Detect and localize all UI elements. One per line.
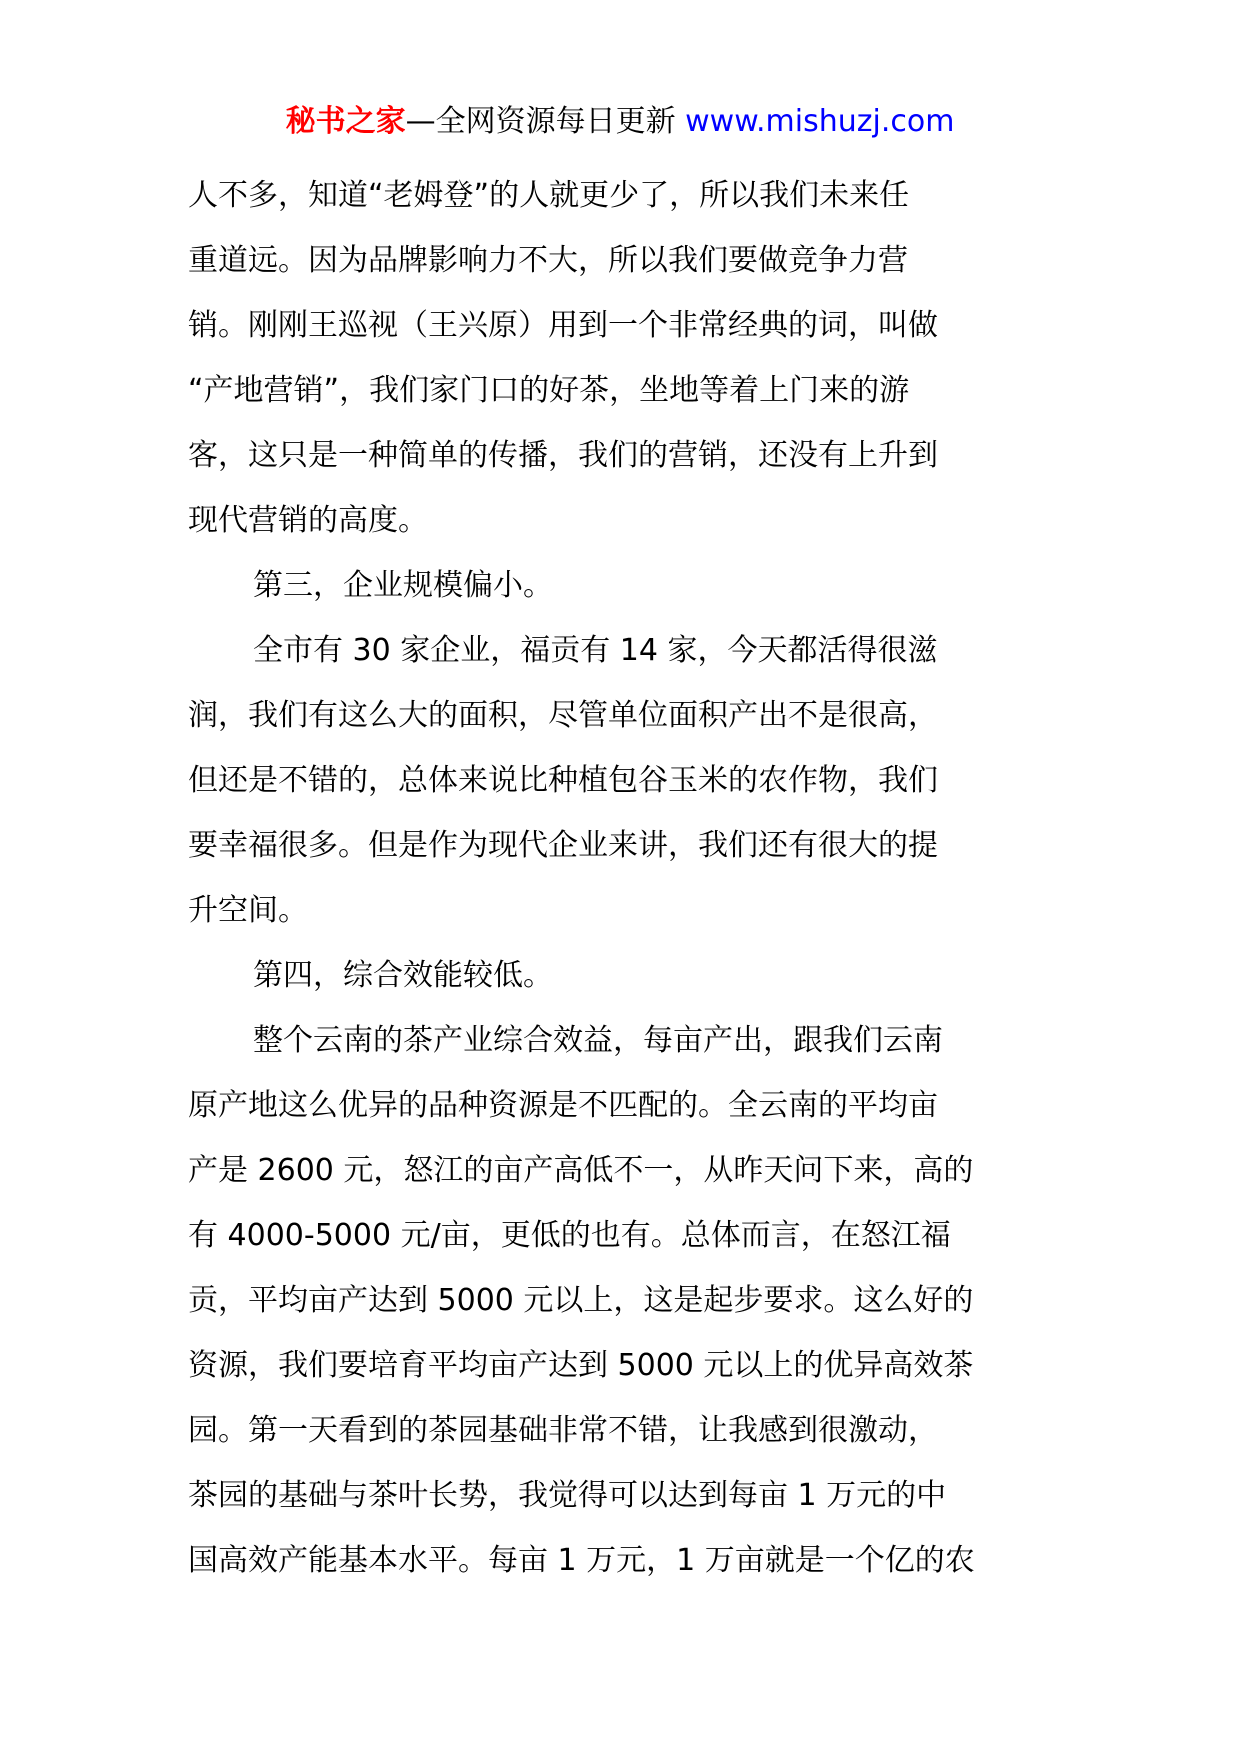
text-line: 国高效产能基本水平。每亩 1 万元，1 万亩就是一个亿的农 [188, 1543, 975, 1578]
text-line: 产是 2600 元，怒江的亩产高低不一，从昨天问下来，高的 [188, 1153, 974, 1188]
text-line: 重道远。因为品牌影响力不大，所以我们要做竞争力营 [188, 243, 908, 278]
text-line: “产地营销”，我们家门口的好茶，坐地等着上门来的游 [188, 373, 910, 408]
brand-name: 秘书之家 [285, 104, 406, 139]
document-body [188, 163, 1058, 1593]
text-line: 原产地这么优异的品种资源是不匹配的。全云南的平均亩 [188, 1088, 938, 1123]
website-url[interactable]: www.mishuzj.com [685, 104, 955, 139]
text-line: 贡，平均亩产达到 5000 元以上，这是起步要求。这么好的 [188, 1283, 974, 1318]
text-line: 销。刚刚王巡视（王兴原）用到一个非常经典的词，叫做 [188, 308, 938, 343]
text-line: 客，这只是一种简单的传播，我们的营销，还没有上升到 [188, 438, 938, 473]
text-line: 全市有 30 家企业，福贡有 14 家，今天都活得很滋 [253, 633, 938, 668]
header-tagline: —全网资源每日更新 [405, 104, 686, 139]
page-header [0, 100, 1240, 144]
text-line: 人不多，知道“老姆登”的人就更少了，所以我们未来任 [188, 178, 910, 213]
text-line: 升空间。 [188, 893, 308, 928]
text-line: 整个云南的茶产业综合效益，每亩产出，跟我们云南 [253, 1023, 943, 1058]
text-line: 有 4000-5000 元/亩，更低的也有。总体而言，在怒江福 [188, 1218, 951, 1253]
text-line: 茶园的基础与茶叶长势，我觉得可以达到每亩 1 万元的中 [188, 1478, 947, 1513]
text-line: 但还是不错的，总体来说比种植包谷玉米的农作物，我们 [188, 763, 938, 798]
text-line: 润，我们有这么大的面积，尽管单位面积产出不是很高， [188, 698, 938, 733]
text-line: 现代营销的高度。 [188, 503, 428, 538]
text-line: 资源，我们要培育平均亩产达到 5000 元以上的优异高效茶 [188, 1348, 974, 1383]
text-line: 第四，综合效能较低。 [253, 958, 553, 993]
text-line: 第三，企业规模偏小。 [253, 568, 553, 603]
text-line: 园。第一天看到的茶园基础非常不错，让我感到很激动， [188, 1413, 938, 1448]
text-line: 要幸福很多。但是作为现代企业来讲，我们还有很大的提 [188, 828, 938, 863]
